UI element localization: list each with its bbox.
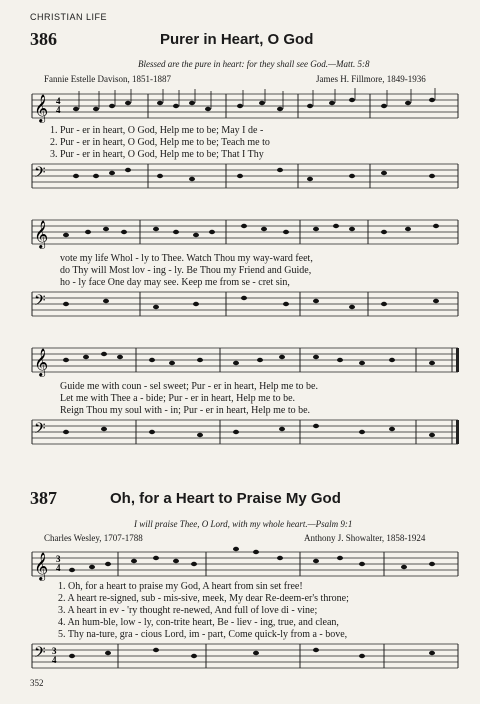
- bass-staff: [0, 416, 480, 452]
- bass-staff: [0, 288, 480, 324]
- section-heading: CHRISTIAN LIFE: [30, 12, 108, 22]
- treble-staff: [0, 340, 480, 382]
- lyric-line: 4. An hum-ble, low - ly, con-trite heart, Be - liev - ing, true, and clean,: [58, 617, 339, 628]
- lyric-line: 5. Thy na-ture, gra - cious Lord, im - part, Come quick-ly from a - bove,: [58, 629, 348, 640]
- lyric-line: 3. Pur - er in heart, O God, Help me to be; That I Thy: [50, 149, 264, 160]
- svg-text:4: 4: [56, 105, 61, 115]
- music-credit: James H. Fillmore, 1849-1936: [316, 74, 426, 84]
- svg-text:4: 4: [56, 96, 61, 106]
- lyric-line: 1. Oh, for a heart to praise my God, A heart from sin set free!: [58, 581, 303, 592]
- bass-clef-icon: 𝄢: [34, 420, 46, 441]
- music-credit: Anthony J. Showalter, 1858-1924: [304, 533, 426, 543]
- lyric-line: vote my life Whol - ly to Thee. Watch Thou my way-ward feet,: [60, 253, 313, 264]
- svg-text:4: 4: [52, 655, 57, 665]
- treble-clef-icon: 𝄞: [34, 94, 49, 122]
- lyric-line: 2. A heart re-signed, sub - mis-sive, meek, My dear Re-deem-er's throne;: [58, 593, 349, 604]
- bass-staff: [0, 640, 480, 674]
- svg-text:4: 4: [56, 563, 61, 573]
- lyric-line: 1. Pur - er in heart, O God, Help me to be; May I de -: [50, 125, 264, 136]
- svg-text:3: 3: [56, 554, 61, 564]
- words-credit: Charles Wesley, 1707-1788: [44, 533, 143, 543]
- hymn-number: 386: [30, 29, 57, 49]
- treble-staff: [0, 212, 480, 254]
- page-number: 352: [30, 678, 44, 688]
- lyric-line: Let me with Thee a - bide; Pur - er in heart, Help me to be.: [60, 393, 296, 404]
- lyric-line: Guide me with coun - sel sweet; Pur - er in heart, Help me to be.: [60, 381, 318, 392]
- treble-clef-icon: 𝄞: [34, 552, 49, 580]
- lyric-line: 3. A heart in ev - 'ry thought re-newed, And full of love di - vine;: [58, 605, 318, 616]
- bass-staff: [0, 160, 480, 196]
- epigraph: I will praise Thee, O Lord, with my whole heart.—Psalm 9:1: [134, 519, 353, 529]
- bass-clef-icon: 𝄢: [34, 644, 46, 665]
- lyric-line: 2. Pur - er in heart, O God, Help me to be; Teach me to: [50, 137, 270, 148]
- lyric-line: do Thy will Most lov - ing - ly. Be Thou my Friend and Guide,: [60, 265, 312, 276]
- svg-text:3: 3: [52, 646, 57, 656]
- lyric-line: Reign Thou my soul with - in; Pur - er in heart, Help me to be.: [60, 405, 311, 416]
- hymn-title: Oh, for a Heart to Praise My God: [110, 490, 341, 507]
- treble-staff: [0, 544, 480, 586]
- treble-staff: [0, 86, 480, 128]
- epigraph: Blessed are the pure in heart: for they shall see God.—Matt. 5:8: [138, 59, 370, 69]
- hymn-title: Purer in Heart, O God: [160, 31, 314, 48]
- treble-clef-icon: 𝄞: [34, 348, 49, 376]
- bass-clef-icon: 𝄢: [34, 292, 46, 313]
- hymn-number: 387: [30, 488, 57, 508]
- treble-clef-icon: 𝄞: [34, 220, 49, 248]
- bass-clef-icon: 𝄢: [34, 164, 46, 185]
- lyric-line: ho - ly face One day may see. Keep me from se - cret sin,: [60, 277, 290, 288]
- words-credit: Fannie Estelle Davison, 1851-1887: [44, 74, 171, 84]
